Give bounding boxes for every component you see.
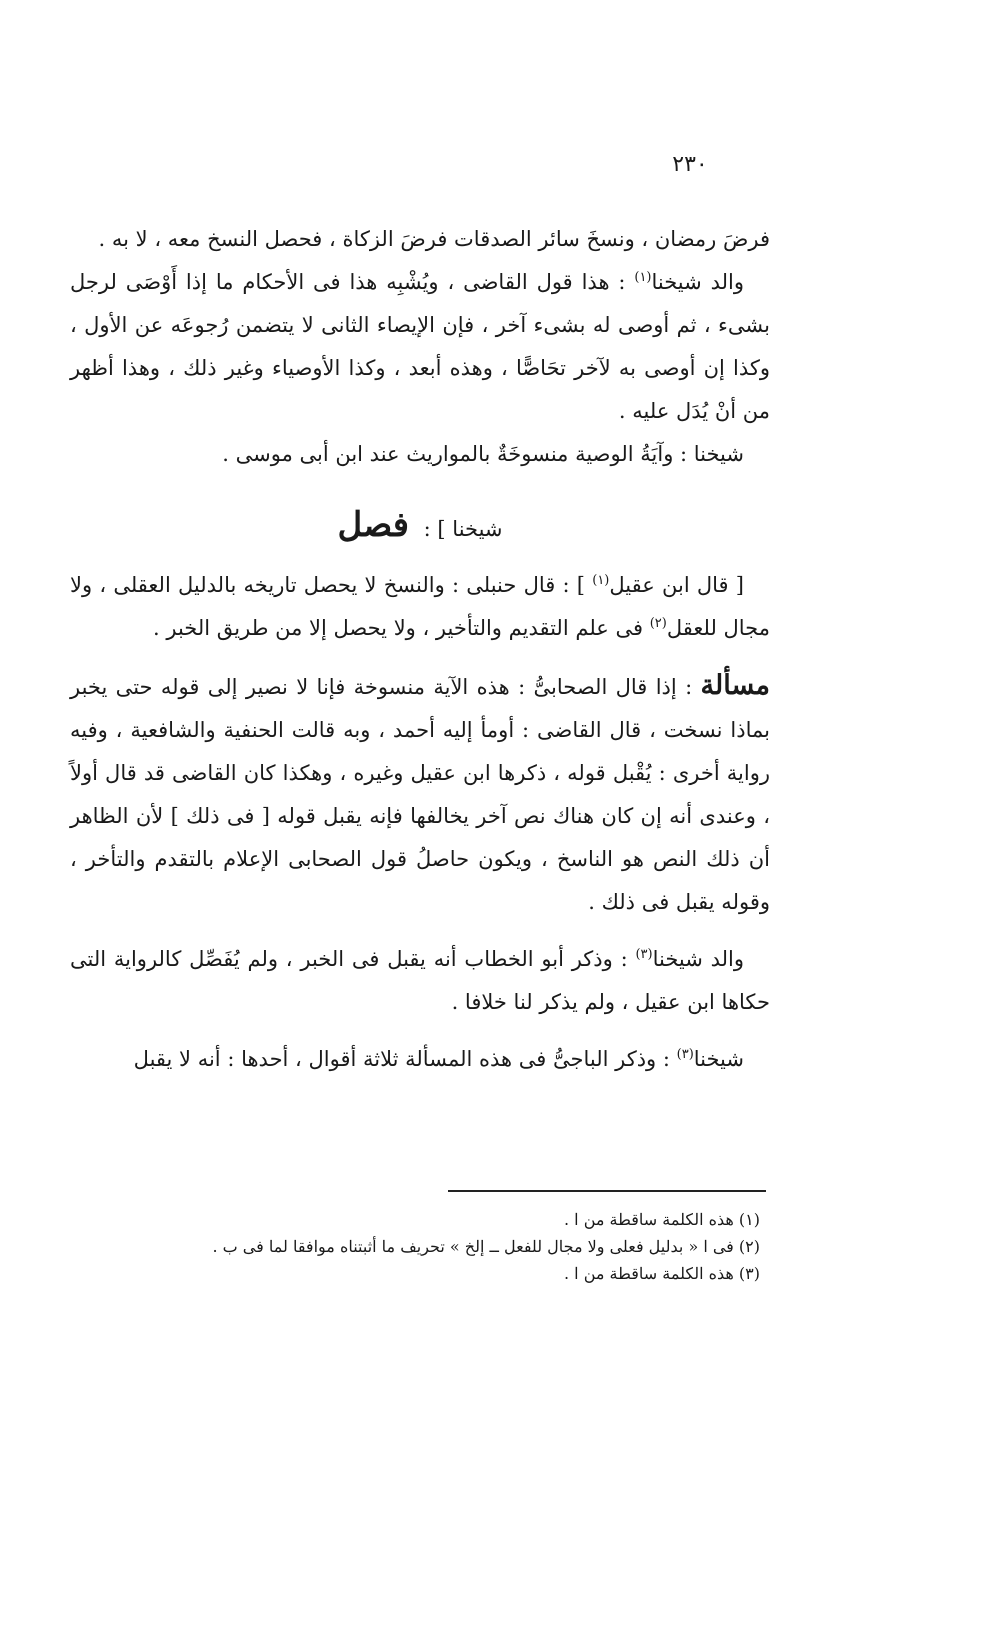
paragraph-6 <box>70 938 770 1024</box>
footnote-1: (١) هذه الكلمة ساقطة من ا . <box>563 1210 760 1229</box>
paragraph-5-text: : إذا قال الصحابىُّ : هذه الآية منسوخة فإنا لا نصير إلى قوله حتى يخبر بماذا نسخت ، قال القاضى : أومأ إليه أحمد ، وبه قالت الحنفية والشافعية ، وفيه رواية أخرى : يُقْبل قوله ، ذكرها ابن عقيل وغيره ، وهكذا كان القاضى قد قال أولاً ، وعندى أنه إن كان هناك نص آخر يخالفها فإنه يقبل قوله [ فى ذلك ] لأن الظاهر أن ذلك النص هو الناسخ ، ويكون حاصلُ قول الصحابى الإعلام بالتقدم والتأخر ، وقوله يقبل فى ذلك . <box>70 675 770 914</box>
page-number: ٢٣٠ <box>672 152 708 177</box>
speaker-label: والد شيخنا <box>651 270 744 294</box>
footnote-divider <box>448 1190 766 1192</box>
paragraph-4-end: فى علم التقديم والتأخير ، ولا يحصل إلا من طريق الخبر . <box>153 616 650 640</box>
paragraph-7-text: : وذكر الباجىُّ فى هذه المسألة ثلاثة أقوال ، أحدها : أنه لا يقبل <box>133 1047 677 1071</box>
paragraph-3-text: شيخنا : وآيَةُ الوصية منسوخَةٌ بالمواريث عند ابن أبى موسى . <box>222 442 744 466</box>
footnote-3: (٣) هذه الكلمة ساقطة من ا . <box>563 1264 760 1283</box>
paragraph-4-text: ] : قال حنبلى : والنسخ لا يحصل تاريخه بالدليل العقلى ، ولا مجال للعقل <box>70 573 770 640</box>
paragraph-3 <box>70 433 770 476</box>
footnotes <box>140 1206 760 1287</box>
paragraph-2-text: : هذا قول القاضى ، ويُشْبِه هذا فى الأحكام ما إذا أَوْصَى لرجل بشىء ، ثم أوصى له بشىء آخر ، فإن الإيصاء الثانى لا يتضمن رُجوعَه عن الأول ، وكذا إن أوصى به لآخر تحَاصًّا ، وهذه أبعد ، وكذا الأوصياء وغير ذلك ، وهذا أظهر من أنْ يُدَل عليه . <box>70 270 770 423</box>
footnote-2: (٢) فى ا « بدليل فعلى ولا مجال للفعل ــ إلخ » تحريف ما أثبتناه موافقا لما فى ب . <box>212 1237 760 1256</box>
footnote-ref[interactable]: (٣) <box>635 947 653 962</box>
speaker-label: شيخنا <box>693 1047 744 1071</box>
section-prefix: شيخنا ] : <box>423 517 503 541</box>
footnote-ref[interactable]: (١) <box>592 573 610 588</box>
section-heading <box>70 500 770 554</box>
footnote-ref[interactable]: (٣) <box>676 1047 694 1062</box>
footnote-ref[interactable]: (١) <box>634 270 652 285</box>
main-text <box>70 218 770 1081</box>
paragraph-4-lead: [ قال ابن عقيل <box>609 573 744 597</box>
paragraph-1-text: فرضَ رمضان ، ونسخَ سائر الصدقات فرضَ الزكاة ، فحصل النسخ معه ، لا به . <box>98 227 770 251</box>
paragraph-2 <box>70 261 770 433</box>
paragraph-7 <box>70 1038 770 1081</box>
paragraph-1 <box>70 218 770 261</box>
paragraph-6-text: : وذكر أبو الخطاب أنه يقبل فى الخبر ، ولم يُفَصِّل كالرواية التى حكاها ابن عقيل ، ولم يذكر لنا خلافا . <box>70 947 770 1014</box>
masala-label: مسألة <box>700 670 770 701</box>
paragraph-4 <box>70 564 770 650</box>
section-title: فصل <box>337 505 409 545</box>
speaker-label: والد شيخنا <box>652 947 745 971</box>
paragraph-5 <box>70 664 770 924</box>
footnote-ref[interactable]: (٢) <box>649 616 667 631</box>
